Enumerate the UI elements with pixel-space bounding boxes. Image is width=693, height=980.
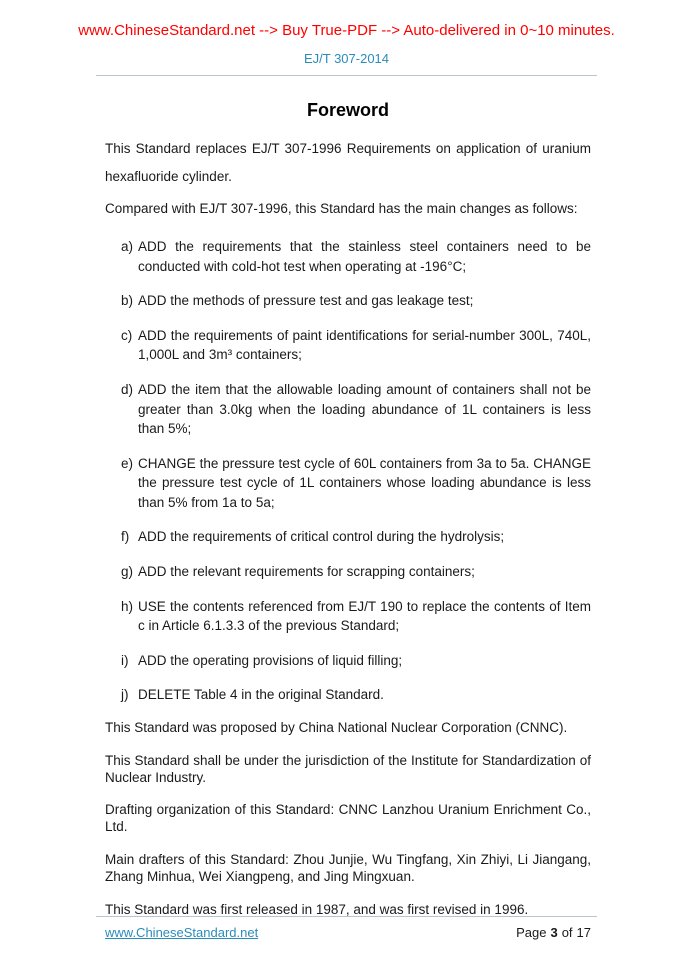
change-item-text: USE the contents referenced from EJ/T 190 to replace the contents of Item c in Article 6.1.3.3 of the previous Standard; — [138, 598, 591, 634]
change-item-text: ADD the item that the allowable loading amount of containers shall not be greater than 3.0kg when the loading abundance of 1L containers is less than 5%; — [138, 382, 591, 437]
change-item — [121, 597, 591, 636]
change-item-text: ADD the operating provisions of liquid filling; — [138, 652, 403, 668]
change-item-text: ADD the methods of pressure test and gas leakage test; — [138, 293, 474, 309]
page-title: Foreword — [306, 100, 389, 120]
change-item-label: i) — [121, 652, 129, 668]
page-number: 3 — [550, 925, 558, 940]
change-item — [121, 454, 591, 513]
change-item-label: f) — [121, 529, 130, 545]
header-divider — [96, 75, 597, 76]
change-item-label: j) — [121, 687, 129, 703]
change-item-label: c) — [121, 327, 133, 343]
change-item — [121, 380, 591, 439]
footer-divider — [96, 916, 597, 917]
page-label-prefix: Page — [516, 925, 547, 940]
proposed-paragraph: This Standard was proposed by China National Nuclear Corporation (CNNC). — [105, 719, 568, 735]
page-label-middle: of — [561, 925, 573, 940]
page-indicator — [516, 925, 591, 940]
change-item-text: ADD the relevant requirements for scrapping containers; — [138, 563, 475, 579]
change-item-text: CHANGE the pressure test cycle of 60L containers from 3a to 5a. CHANGE the pressure test cycle of 1L containers whose loading abundance is less than 5% from 1a to 5a; — [138, 455, 591, 510]
document-body — [105, 100, 591, 919]
promo-banner: www.ChineseStandard.net --> Buy True-PDF --> Auto-delivered in 0~10 minutes. — [78, 22, 615, 39]
change-item — [121, 651, 591, 671]
changes-list — [121, 237, 591, 705]
change-item-label: h) — [121, 598, 134, 614]
change-item — [121, 527, 591, 547]
compared-paragraph: Compared with EJ/T 307-1996, this Standard has the main changes as follows: — [105, 200, 578, 216]
drafting-org-paragraph: Drafting organization of this Standard: CNNC Lanzhou Uranium Enrichment Co., Ltd. — [105, 802, 591, 835]
change-item-label: e) — [121, 455, 134, 471]
drafters-paragraph: Main drafters of this Standard: Zhou Junjie, Wu Tingfang, Xin Zhiyi, Li Jiangang, Zhang Minhua, Wei Xiangpeng, and Jing Mingxuan. — [105, 852, 591, 885]
change-item-label: g) — [121, 563, 134, 579]
change-item — [121, 291, 591, 311]
change-item — [121, 685, 591, 705]
change-item-text: ADD the requirements that the stainless steel containers need to be conducted with cold-hot test when operating at -196°C; — [138, 239, 591, 274]
standard-code: EJ/T 307-2014 — [303, 51, 390, 66]
change-item — [121, 326, 591, 365]
change-item-text: DELETE Table 4 in the original Standard. — [138, 687, 384, 703]
footer-link[interactable]: www.ChineseStandard.net — [105, 925, 259, 940]
change-item-label: b) — [121, 293, 134, 309]
intro-paragraph: This Standard replaces EJ/T 307-1996 Requirements on application of uranium hexafluoride cylinder. — [105, 141, 591, 185]
change-item — [121, 562, 591, 582]
change-item — [121, 237, 591, 276]
page-footer — [0, 907, 693, 940]
change-item-label: a) — [121, 239, 134, 255]
history-paragraph: This Standard was first released in 1987, and was first revised in 1996. — [105, 901, 529, 917]
change-item-text: ADD the requirements of critical control during the hydrolysis; — [138, 529, 505, 545]
change-item-label: d) — [121, 382, 134, 398]
change-item-text: ADD the requirements of paint identifications for serial-number 300L, 740L, 1,000L and 3m³ containers; — [138, 327, 591, 363]
page-total: 17 — [576, 925, 591, 940]
jurisdiction-paragraph: This Standard shall be under the jurisdiction of the Institute for Standardization of Nuclear Industry. — [105, 752, 591, 785]
